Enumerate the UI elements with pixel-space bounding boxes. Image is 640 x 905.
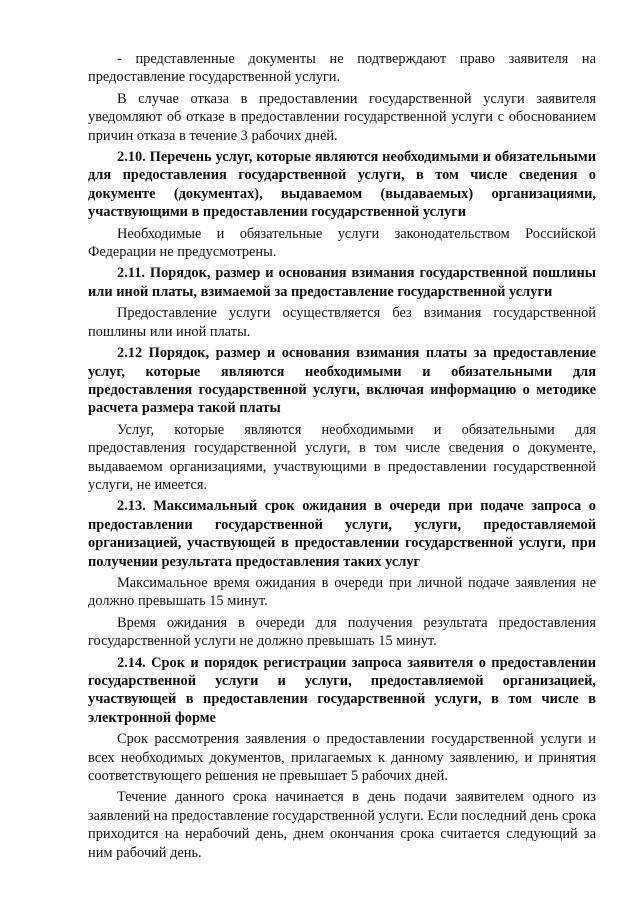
paragraph: Предоставление услуги осуществляется без взимания государственной пошлины или иной платы.	[88, 305, 596, 340]
paragraph: Необходимые и обязательные услуги законодательством Российской Федерации не предусмотрены.	[88, 225, 596, 261]
paragraph: В случае отказа в предоставлении государственной услуги заявителя уведомляют об отказе в предоставлении государственной услуги с обоснованием причин отказа в течение 3 рабочих дней.	[88, 90, 596, 144]
section-heading: 2.11. Порядок, размер и основания взимания государственной пошлины или иной платы, взимаемой за предоставление государственной услуги	[88, 265, 596, 300]
section-heading: 2.14. Срок и порядок регистрации запроса заявителя о предоставлении государственной услуги и услуги, предоставляемой организацией, участвующей в предоставлении государственной услуги, в том числе в электронной форме	[88, 654, 596, 726]
paragraph: - представленные документы не подтверждают право заявителя на предоставление государственной услуги.	[88, 51, 596, 86]
paragraph: Срок рассмотрения заявления о предоставлении государственной услуги и всех необходимых документов, прилагаемых к данному заявлению, и принятия соответствующего решения не превышает 5 рабочих дней.	[88, 731, 596, 785]
document-page	[88, 50, 596, 865]
paragraph: Максимальное время ожидания в очереди при личной подаче заявления не должно превышать 15 минут.	[88, 574, 596, 610]
section-heading: 2.13. Максимальный срок ожидания в очереди при подаче запроса о предоставлении государственной услуги, услуги, предоставляемой организацией, участвующей в предоставлении государственной услуги, при получении результата предоставления таких услуг	[88, 498, 596, 570]
paragraph: Течение данного срока начинается в день подачи заявителем одного из заявлений на предоставление государственной услуги. Если последний день срока приходится на нерабочий день, днем окончания срока считается следующий за ним рабочий день.	[88, 789, 596, 861]
paragraph: Услуг, которые являются необходимыми и обязательными для предоставления государственной услуги, в том числе сведения о документе, выдаваемом организациями, участвующими в предоставлении государственной услуги, не имеется.	[88, 421, 596, 493]
paragraph: Время ожидания в очереди для получения результата предоставления государственной услуги не должно превышать 15 минут.	[88, 614, 596, 650]
section-heading: 2.12 Порядок, размер и основания взимания платы за предоставление услуг, которые являются необходимыми и обязательными для предоставления государственной услуги, включая информацию о методике расчета размера такой платы	[88, 345, 596, 417]
section-heading: 2.10. Перечень услуг, которые являются необходимыми и обязательными для предоставления государственной услуги, в том числе сведения о документе (документах), выдаваемом (выдаваемых) организациями, участвующими в предоставлении государственной услуги	[88, 149, 596, 221]
